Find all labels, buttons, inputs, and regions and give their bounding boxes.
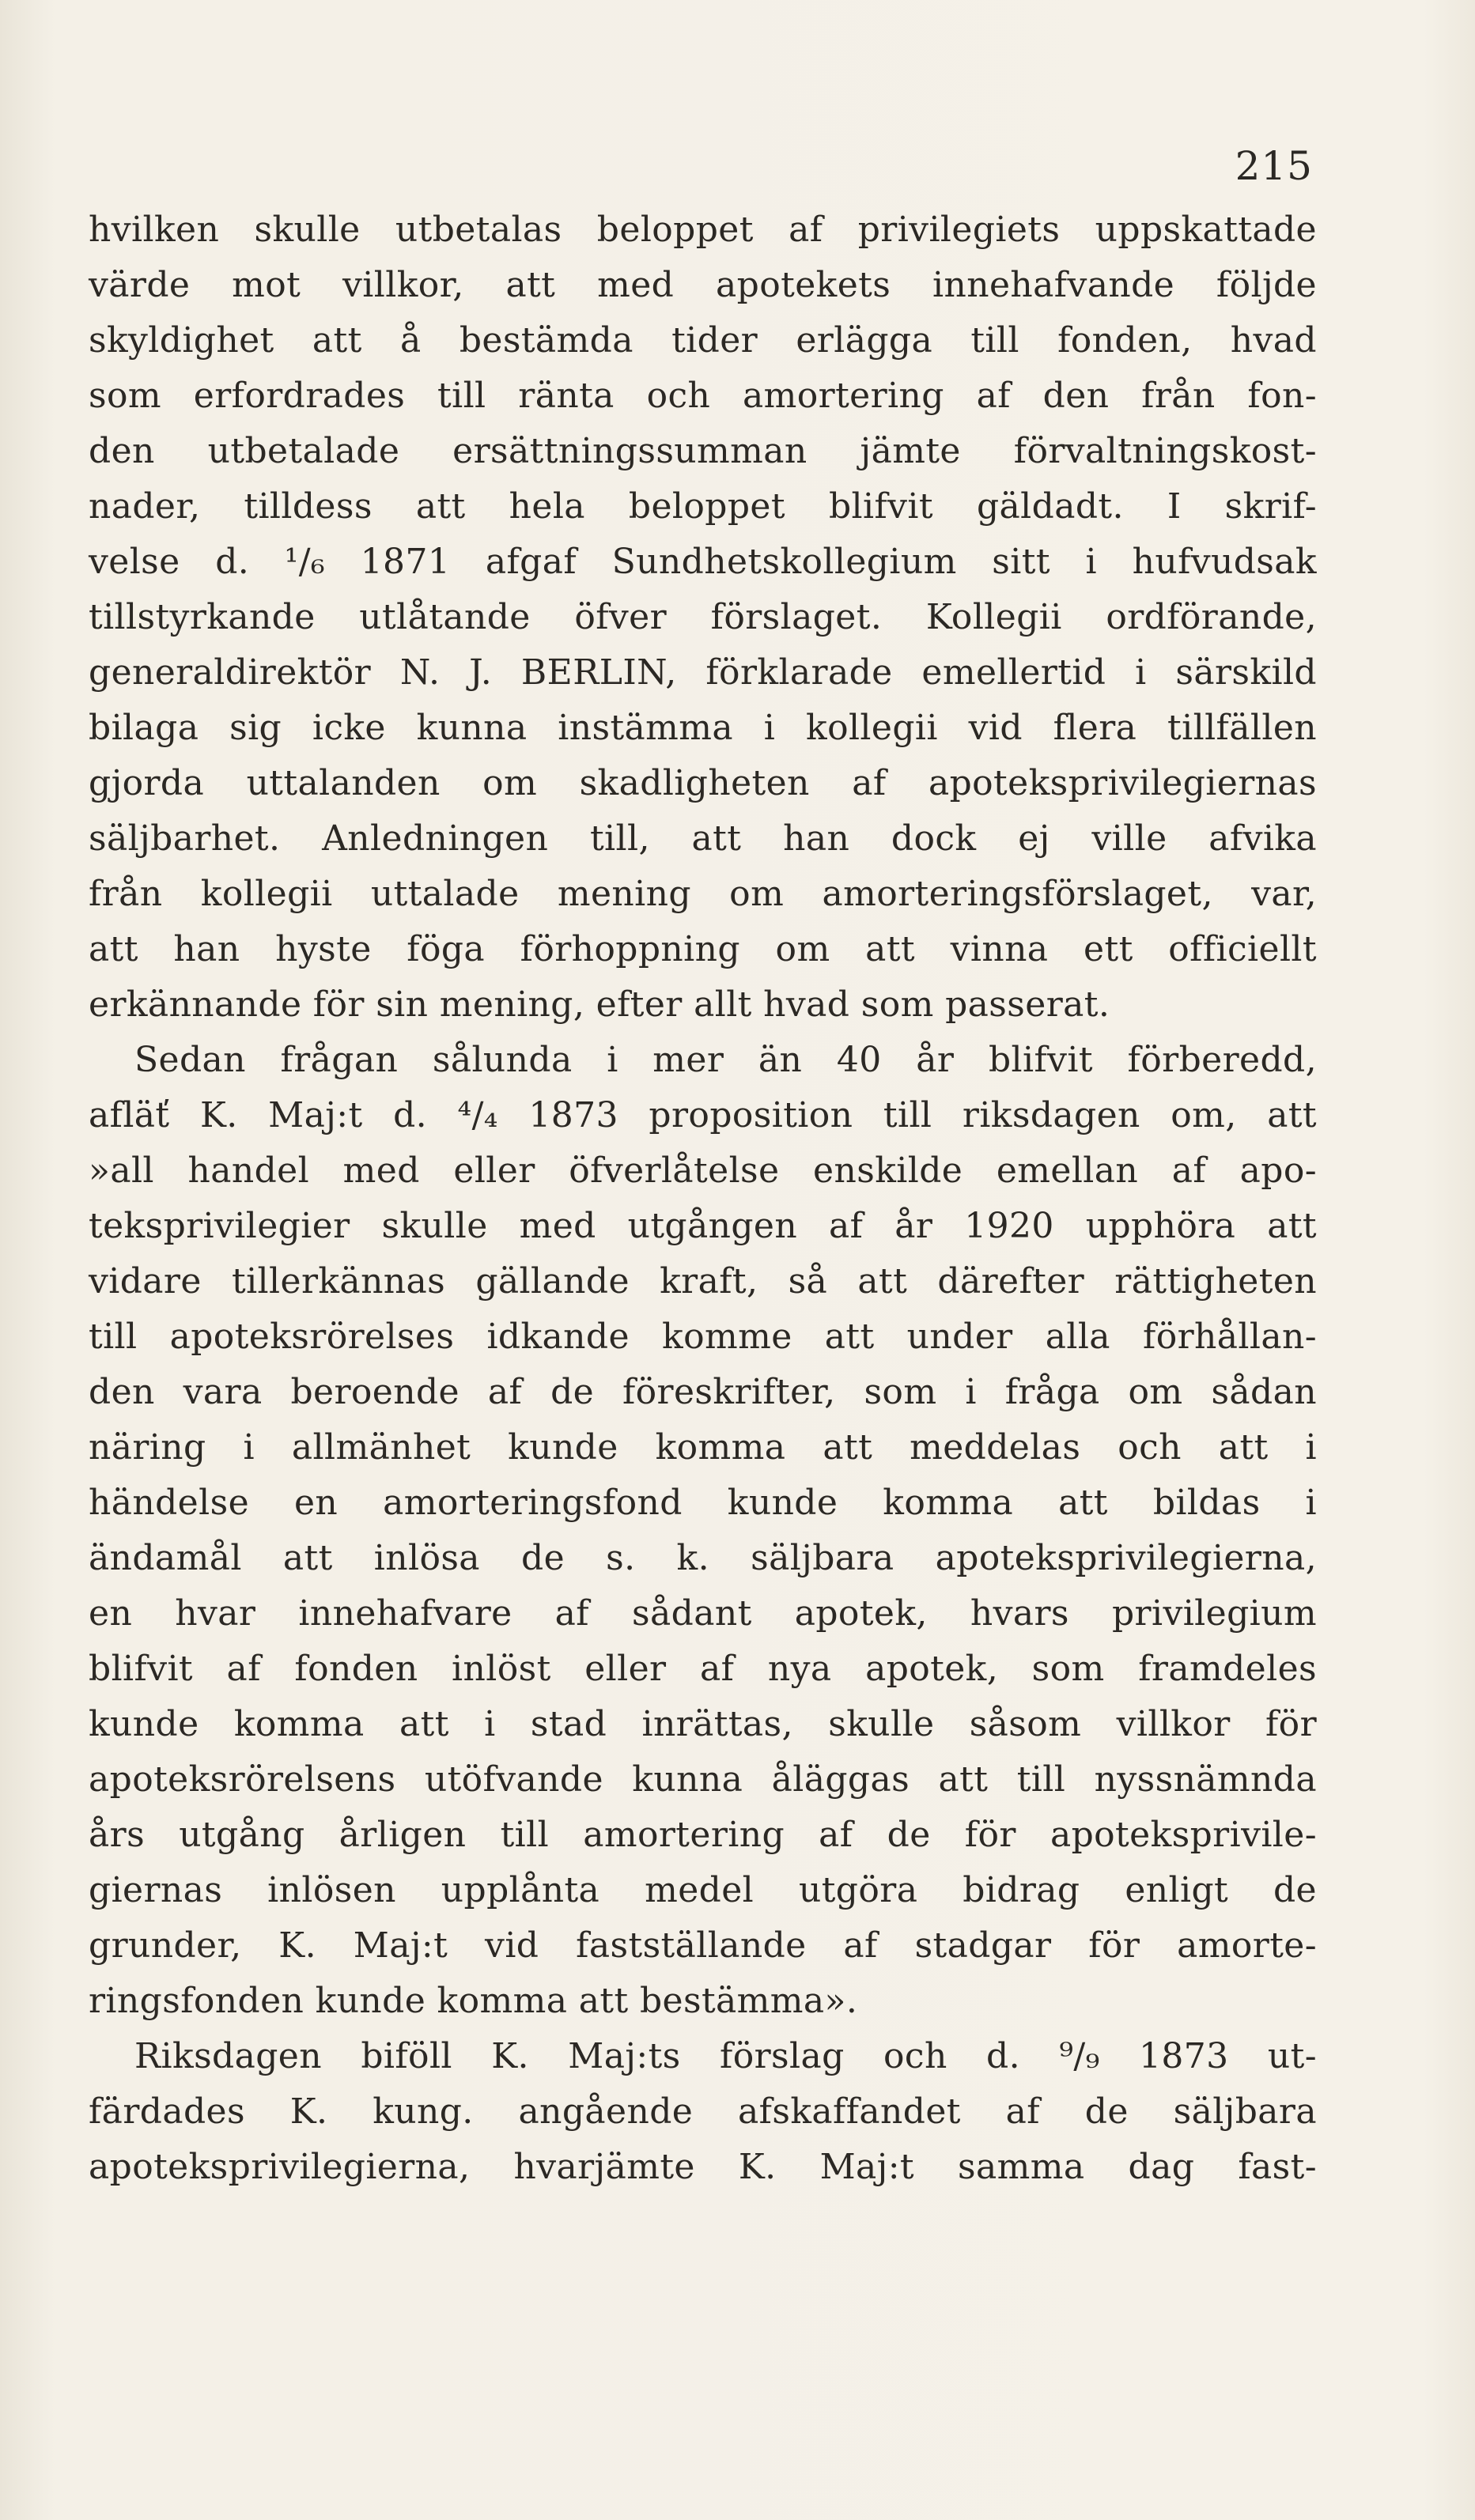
text-line: händelse en amorteringsfond kunde komma att bildas i [89, 1483, 1317, 1523]
text-line: Riksdagen biföll K. Maj:ts förslag och d. ⁹/₉ 1873 ut- [134, 2036, 1317, 2076]
text-line: kunde komma att i stad inrättas, skulle såsom villkor för [89, 1704, 1317, 1744]
text-line: afläť K. Maj:t d. ⁴/₄ 1873 proposition till riksdagen om, att [89, 1095, 1317, 1135]
text-line: den utbetalade ersättningssumman jämte förvaltningskost- [89, 431, 1317, 471]
text-line: ändamål att inlösa de s. k. säljbara apoteksprivilegierna, [89, 1538, 1317, 1578]
text-line: från kollegii uttalade mening om amorteringsförslaget, var, [89, 874, 1317, 914]
text-line: års utgång årligen till amortering af de för apoteksprivile- [89, 1815, 1317, 1855]
page-number: 215 [1235, 143, 1313, 189]
text-line: erkännande för sin mening, efter allt hvad som passerat. [89, 984, 1110, 1025]
text-line: blifvit af fonden inlöst eller af nya apotek, som framdeles [89, 1649, 1317, 1689]
text-line: värde mot villkor, att med apotekets innehafvande följde [89, 265, 1317, 305]
text-line: generaldirektör N. J. BERLIN, förklarade emellertid i särskild [89, 652, 1317, 693]
text-line: velse d. ¹/₆ 1871 afgaf Sundhetskollegium sitt i hufvudsak [89, 542, 1317, 582]
text-line: bilaga sig icke kunna instämma i kollegii vid flera tillfällen [89, 708, 1317, 748]
text-line: den vara beroende af de föreskrifter, som i fråga om sådan [89, 1372, 1317, 1412]
text-line: ringsfonden kunde komma att bestämma». [89, 1981, 858, 2021]
text-line: vidare tillerkännas gällande kraft, så att därefter rättigheten [89, 1261, 1317, 1302]
text-line: giernas inlösen upplånta medel utgöra bidrag enligt de [89, 1870, 1317, 1910]
text-line: nader, tilldess att hela beloppet blifvit gäldadt. I skrif- [89, 486, 1317, 527]
text-line: hvilken skulle utbetalas beloppet af privilegiets uppskattade [89, 210, 1317, 250]
text-line: apoteksprivilegierna, hvarjämte K. Maj:t samma dag fast- [89, 2147, 1317, 2187]
text-line: apoteksrörelsens utöfvande kunna åläggas att till nyssnämnda [89, 1759, 1317, 1800]
text-line: en hvar innehafvare af sådant apotek, hvars privilegium [89, 1593, 1317, 1634]
text-line: näring i allmänhet kunde komma att meddelas och att i [89, 1427, 1317, 1468]
text-line: teksprivilegier skulle med utgången af år 1920 upphöra att [89, 1206, 1317, 1246]
body-text [89, 202, 1317, 2195]
text-line: som erfordrades till ränta och amortering af den från fon- [89, 376, 1317, 416]
text-line: tillstyrkande utlåtande öfver förslaget. Kollegii ordförande, [89, 597, 1317, 637]
text-line: Sedan frågan sålunda i mer än 40 år blifvit förberedd, [134, 1040, 1317, 1080]
text-line: »all handel med eller öfverlåtelse enskilde emellan af apo- [89, 1150, 1317, 1191]
text-line: till apoteksrörelses idkande komme att under alla förhållan- [89, 1317, 1317, 1357]
text-line: skyldighet att å bestämda tider erlägga till fonden, hvad [89, 320, 1317, 361]
text-line: färdades K. kung. angående afskaffandet af de säljbara [89, 2091, 1317, 2132]
text-line: grunder, K. Maj:t vid fastställande af stadgar för amorte- [89, 1925, 1317, 1966]
text-line: säljbarhet. Anledningen till, att han dock ej ville afvika [89, 818, 1317, 859]
text-line: att han hyste föga förhoppning om att vinna ett officiellt [89, 929, 1317, 969]
text-line: gjorda uttalanden om skadligheten af apoteksprivilegiernas [89, 763, 1317, 803]
